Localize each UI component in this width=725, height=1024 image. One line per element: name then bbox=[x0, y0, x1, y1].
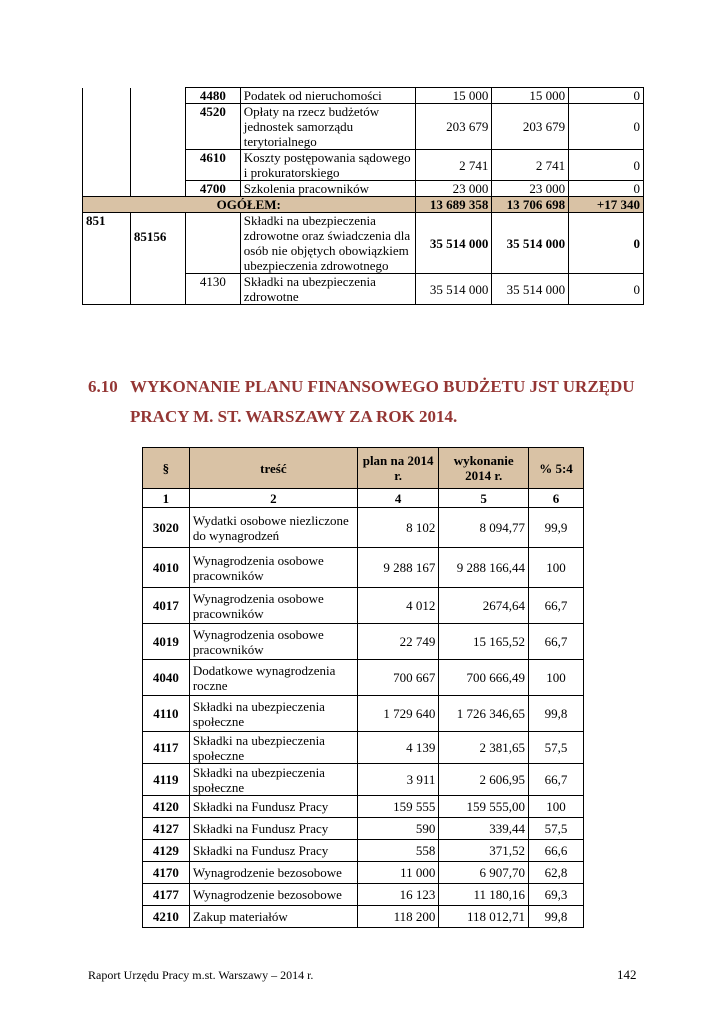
budget-execution-table bbox=[142, 447, 584, 928]
total-label: OGÓŁEM: bbox=[83, 197, 416, 213]
percent-value: 57,5 bbox=[528, 732, 583, 764]
percent-value: 99,9 bbox=[528, 508, 583, 548]
row-description: Dodatkowe wynagrodzenia roczne bbox=[189, 660, 357, 696]
row-description: Wynagrodzenie bezosobowe bbox=[189, 862, 357, 884]
execution-value: 118 012,71 bbox=[439, 906, 529, 928]
column-number: 1 bbox=[143, 489, 190, 508]
row-description: Wynagrodzenia osobowe pracowników bbox=[189, 624, 357, 660]
execution-value: 23 000 bbox=[492, 181, 569, 197]
table-row bbox=[143, 884, 584, 906]
column-number: 6 bbox=[528, 489, 583, 508]
paragraph-code: 4210 bbox=[143, 906, 190, 928]
heading-line-1: WYKONANIE PLANU FINANSOWEGO BUDŻETU JST URZĘDU bbox=[130, 377, 635, 396]
execution-value: 371,52 bbox=[439, 840, 529, 862]
row-description: Wynagrodzenia osobowe pracowników bbox=[189, 588, 357, 624]
continued-budget-table bbox=[82, 87, 644, 305]
plan-value: 15 000 bbox=[415, 88, 492, 104]
percent-value: 66,7 bbox=[528, 588, 583, 624]
paragraph-code: 4110 bbox=[143, 696, 190, 732]
plan-value: 8 102 bbox=[357, 508, 438, 548]
execution-value: 2674,64 bbox=[439, 588, 529, 624]
paragraph-code: 4127 bbox=[143, 818, 190, 840]
execution-value: 9 288 166,44 bbox=[439, 548, 529, 588]
paragraph-code: 4700 bbox=[185, 181, 240, 197]
execution-value: 2 381,65 bbox=[439, 732, 529, 764]
difference-value: 0 bbox=[569, 88, 644, 104]
row-description: Składki na ubezpieczenia społeczne bbox=[189, 696, 357, 732]
column-number: 2 bbox=[189, 489, 357, 508]
section-row bbox=[83, 213, 644, 274]
row-description: Opłaty na rzecz budżetów jednostek samorządu terytorialnego bbox=[240, 104, 415, 150]
row-description: Zakup materiałów bbox=[189, 906, 357, 928]
plan-value: 3 911 bbox=[357, 764, 438, 796]
budget-table-body bbox=[143, 508, 584, 928]
column-number: 4 bbox=[357, 489, 438, 508]
table-row bbox=[143, 796, 584, 818]
paragraph-code: 4019 bbox=[143, 624, 190, 660]
table-row bbox=[143, 862, 584, 884]
execution-value: 15 000 bbox=[492, 88, 569, 104]
execution-value: 11 180,16 bbox=[439, 884, 529, 906]
difference-value: 0 bbox=[569, 181, 644, 197]
table-row bbox=[143, 588, 584, 624]
table-row bbox=[83, 274, 644, 305]
table-row bbox=[83, 104, 644, 150]
total-row bbox=[83, 197, 644, 213]
row-description: Szkolenia pracowników bbox=[240, 181, 415, 197]
row-description: Wynagrodzenie bezosobowe bbox=[189, 884, 357, 906]
plan-value: 35 514 000 bbox=[415, 274, 492, 305]
section-description: Składki na ubezpieczenia zdrowotne oraz świadczenia dla osób nie objętych obowiązkiem ubezpieczenia zdrowotnego bbox=[240, 213, 415, 274]
execution-value: 8 094,77 bbox=[439, 508, 529, 548]
plan-value: 23 000 bbox=[415, 181, 492, 197]
paragraph-code: 4119 bbox=[143, 764, 190, 796]
plan-value: 700 667 bbox=[357, 660, 438, 696]
table-row bbox=[143, 764, 584, 796]
total-plan: 13 689 358 bbox=[415, 197, 492, 213]
percent-value: 100 bbox=[528, 548, 583, 588]
execution-value: 35 514 000 bbox=[492, 274, 569, 305]
table-row bbox=[143, 732, 584, 764]
paragraph-code: 4117 bbox=[143, 732, 190, 764]
row-description: Składki na ubezpieczenia zdrowotne bbox=[240, 274, 415, 305]
percent-value: 62,8 bbox=[528, 862, 583, 884]
row-description: Wydatki osobowe niezliczone do wynagrodzeń bbox=[189, 508, 357, 548]
row-description: Składki na Fundusz Pracy bbox=[189, 840, 357, 862]
row-description: Składki na Fundusz Pracy bbox=[189, 796, 357, 818]
header-paragraph: § bbox=[143, 448, 190, 489]
row-description: Wynagrodzenia osobowe pracowników bbox=[189, 548, 357, 588]
paragraph-code: 4040 bbox=[143, 660, 190, 696]
paragraph-code: 4170 bbox=[143, 862, 190, 884]
table-row bbox=[83, 181, 644, 197]
table-row bbox=[143, 818, 584, 840]
percent-value: 66,7 bbox=[528, 624, 583, 660]
total-difference: +17 340 bbox=[569, 197, 644, 213]
percent-value: 66,6 bbox=[528, 840, 583, 862]
paragraph-code: 4120 bbox=[143, 796, 190, 818]
section-difference: 0 bbox=[569, 213, 644, 274]
table-row bbox=[83, 150, 644, 181]
plan-value: 16 123 bbox=[357, 884, 438, 906]
percent-value: 66,7 bbox=[528, 764, 583, 796]
plan-value: 590 bbox=[357, 818, 438, 840]
header-execution: wykonanie 2014 r. bbox=[439, 448, 529, 489]
paragraph-code: 4129 bbox=[143, 840, 190, 862]
paragraph-code: 4010 bbox=[143, 548, 190, 588]
paragraph-code: 4520 bbox=[185, 104, 240, 150]
plan-value: 558 bbox=[357, 840, 438, 862]
plan-value: 2 741 bbox=[415, 150, 492, 181]
execution-value: 339,44 bbox=[439, 818, 529, 840]
table-row bbox=[143, 624, 584, 660]
dzial-code: 851 bbox=[83, 213, 131, 274]
section-heading bbox=[88, 372, 658, 432]
plan-value: 159 555 bbox=[357, 796, 438, 818]
paragraph-code: 4610 bbox=[185, 150, 240, 181]
execution-value: 2 741 bbox=[492, 150, 569, 181]
plan-value: 203 679 bbox=[415, 104, 492, 150]
header-content: treść bbox=[189, 448, 357, 489]
plan-value: 11 000 bbox=[357, 862, 438, 884]
header-row bbox=[143, 448, 584, 489]
paragraph-code: 4480 bbox=[185, 88, 240, 104]
plan-value: 22 749 bbox=[357, 624, 438, 660]
execution-value: 15 165,52 bbox=[439, 624, 529, 660]
execution-value: 700 666,49 bbox=[439, 660, 529, 696]
total-execution: 13 706 698 bbox=[492, 197, 569, 213]
execution-value: 203 679 bbox=[492, 104, 569, 150]
table-row bbox=[143, 906, 584, 928]
table-row bbox=[143, 696, 584, 732]
paragraph-code: 3020 bbox=[143, 508, 190, 548]
execution-value: 1 726 346,65 bbox=[439, 696, 529, 732]
row-description: Koszty postępowania sądowego i prokuratorskiego bbox=[240, 150, 415, 181]
percent-value: 69,3 bbox=[528, 884, 583, 906]
footer-report-title: Raport Urzędu Pracy m.st. Warszawy – 2014 r. bbox=[88, 968, 314, 982]
column-number: 5 bbox=[439, 489, 529, 508]
header-plan: plan na 2014 r. bbox=[357, 448, 438, 489]
table-row bbox=[143, 548, 584, 588]
row-description: Składki na ubezpieczenia społeczne bbox=[189, 732, 357, 764]
percent-value: 99,8 bbox=[528, 906, 583, 928]
section-execution: 35 514 000 bbox=[492, 213, 569, 274]
paragraph-code: 4130 bbox=[185, 274, 240, 305]
section-number: 6.10 bbox=[88, 377, 118, 396]
execution-value: 2 606,95 bbox=[439, 764, 529, 796]
difference-value: 0 bbox=[569, 150, 644, 181]
plan-value: 118 200 bbox=[357, 906, 438, 928]
plan-value: 4 139 bbox=[357, 732, 438, 764]
table-row bbox=[83, 88, 644, 104]
table-row bbox=[143, 508, 584, 548]
percent-value: 100 bbox=[528, 660, 583, 696]
percent-value: 99,8 bbox=[528, 696, 583, 732]
row-description: Składki na ubezpieczenia społeczne bbox=[189, 764, 357, 796]
percent-value: 100 bbox=[528, 796, 583, 818]
row-description: Podatek od nieruchomości bbox=[240, 88, 415, 104]
table-row bbox=[143, 840, 584, 862]
plan-value: 9 288 167 bbox=[357, 548, 438, 588]
section-plan: 35 514 000 bbox=[415, 213, 492, 274]
column-number-row bbox=[143, 489, 584, 508]
execution-value: 6 907,70 bbox=[439, 862, 529, 884]
percent-value: 57,5 bbox=[528, 818, 583, 840]
execution-value: 159 555,00 bbox=[439, 796, 529, 818]
header-percent: % 5:4 bbox=[528, 448, 583, 489]
table-row bbox=[143, 660, 584, 696]
page-number: 142 bbox=[617, 967, 637, 982]
plan-value: 4 012 bbox=[357, 588, 438, 624]
difference-value: 0 bbox=[569, 104, 644, 150]
heading-line-2: PRACY M. ST. WARSZAWY ZA ROK 2014. bbox=[130, 407, 458, 426]
paragraph-code: 4017 bbox=[143, 588, 190, 624]
difference-value: 0 bbox=[569, 274, 644, 305]
paragraph-code: 4177 bbox=[143, 884, 190, 906]
rozdzial-code: 85156 bbox=[130, 213, 185, 274]
plan-value: 1 729 640 bbox=[357, 696, 438, 732]
row-description: Składki na Fundusz Pracy bbox=[189, 818, 357, 840]
